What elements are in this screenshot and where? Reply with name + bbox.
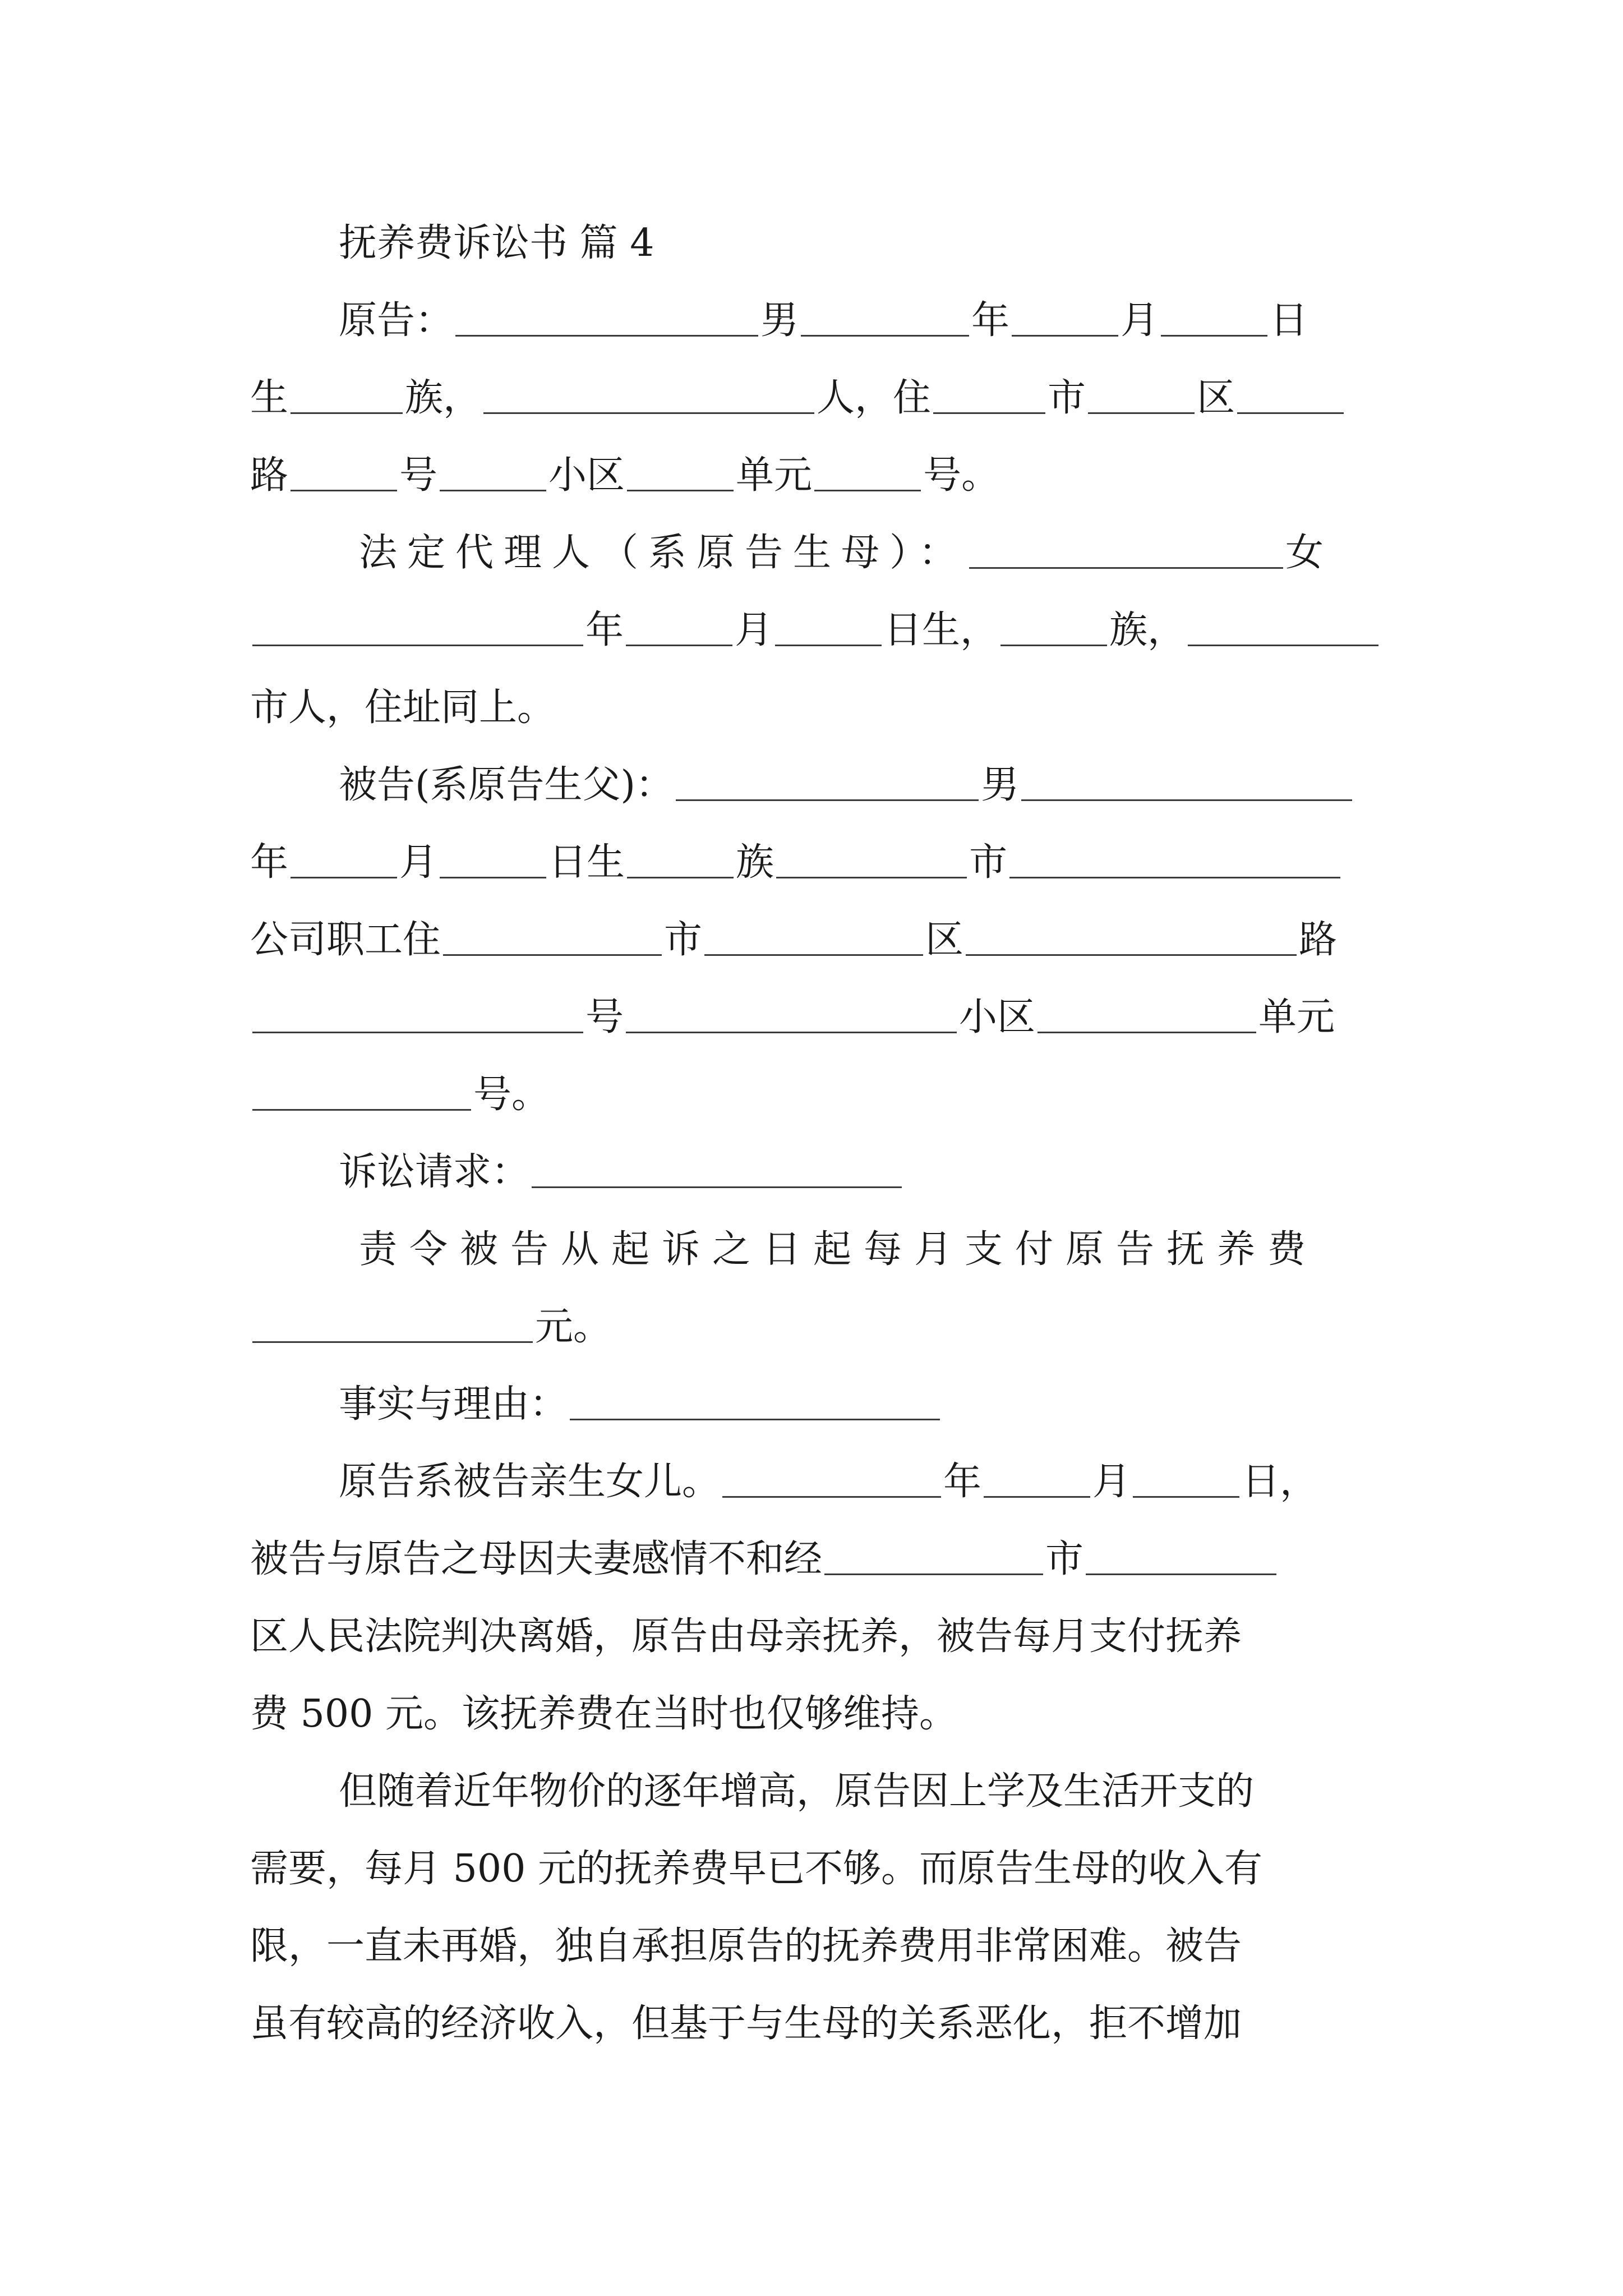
agent-line-2 bbox=[250, 601, 1383, 660]
text: 原告系被告亲生女儿。 bbox=[339, 1460, 721, 1504]
blank-field bbox=[722, 1494, 941, 1498]
text: 路 bbox=[1299, 918, 1338, 962]
section-label: 事实与理由： bbox=[339, 1382, 568, 1427]
text: 月 bbox=[735, 608, 773, 652]
text: 年 bbox=[250, 840, 289, 885]
text: 年 bbox=[971, 298, 1010, 343]
text: 市 bbox=[969, 840, 1008, 885]
defendant-line-1 bbox=[339, 756, 1383, 815]
blank-field bbox=[1188, 642, 1378, 646]
text: 月 bbox=[1121, 298, 1159, 343]
facts-p2-line-2 bbox=[250, 1840, 1383, 1898]
text: 市 bbox=[664, 918, 703, 962]
blank-field bbox=[824, 1571, 1043, 1575]
text: 但随着近年物价的逐年增高，原告因上学及生活开支的 bbox=[339, 1769, 1255, 1814]
claims-line-1 bbox=[359, 1221, 1383, 1279]
blank-field bbox=[483, 410, 814, 414]
blank-field bbox=[455, 333, 758, 337]
text: 单元 bbox=[1258, 995, 1335, 1039]
text: 女 bbox=[1285, 531, 1324, 575]
text: 被告与原告之母因夫妻感情不和经 bbox=[250, 1537, 823, 1581]
text: 族， bbox=[405, 376, 482, 420]
blank-field bbox=[1133, 1494, 1239, 1498]
facts-p1-line-3 bbox=[250, 1608, 1383, 1666]
blank-field bbox=[966, 952, 1297, 956]
text: 男 bbox=[981, 763, 1020, 807]
blank-field bbox=[440, 875, 546, 878]
blank-field bbox=[1000, 642, 1107, 646]
blank-field bbox=[252, 1029, 583, 1033]
blank-field bbox=[969, 565, 1283, 569]
blank-field bbox=[1009, 875, 1340, 878]
blank-field bbox=[775, 642, 882, 646]
claims-line-2 bbox=[250, 1298, 1383, 1356]
facts-p2-line-4 bbox=[250, 1995, 1383, 2053]
blank-field bbox=[252, 642, 583, 646]
blank-field bbox=[627, 487, 734, 491]
blank-field bbox=[814, 487, 921, 491]
blank-field bbox=[1012, 333, 1118, 337]
text: 号 bbox=[399, 453, 438, 498]
claims-heading bbox=[339, 1143, 1383, 1202]
blank-field bbox=[984, 1494, 1090, 1498]
text: 区 bbox=[1197, 376, 1235, 420]
text: 生 bbox=[250, 376, 289, 420]
text: 族 bbox=[736, 840, 774, 885]
blank-field bbox=[1021, 797, 1352, 801]
text: 公司职工住 bbox=[250, 918, 441, 962]
text: 号。 bbox=[923, 453, 1000, 498]
title-text: 抚养费诉讼书 篇 4 bbox=[339, 221, 654, 265]
facts-heading bbox=[339, 1375, 1383, 1434]
text: 日生 bbox=[548, 840, 625, 885]
text: 日生， bbox=[884, 608, 999, 652]
blank-field bbox=[440, 487, 546, 491]
text: 单元 bbox=[736, 453, 813, 498]
blank-field bbox=[626, 1029, 957, 1033]
text: 月 bbox=[399, 840, 438, 885]
agent-line-1 bbox=[359, 524, 1383, 582]
plaintiff-line-3 bbox=[250, 447, 1383, 505]
text: 区人民法院判决离婚，原告由母亲抚养，被告每月支付抚养 bbox=[250, 1614, 1242, 1659]
text: 需要，每月 500 元的抚养费早已不够。而原告生母的收入有 bbox=[250, 1847, 1263, 1891]
text: 市人，住址同上。 bbox=[250, 685, 556, 730]
text: 男 bbox=[760, 298, 799, 343]
text: 族， bbox=[1109, 608, 1186, 652]
section-label: 诉讼请求： bbox=[339, 1150, 530, 1194]
defendant-line-5 bbox=[250, 1066, 1383, 1124]
text: 市 bbox=[1045, 1537, 1084, 1581]
blank-field bbox=[704, 952, 923, 956]
facts-p2-line-3 bbox=[250, 1917, 1383, 1976]
text: 原告： bbox=[339, 298, 454, 343]
text: 区 bbox=[925, 918, 964, 962]
text: 法定代理人（系原告生母）： bbox=[359, 531, 967, 575]
text: 限，一直未再婚，独自承担原告的抚养费用非常困难。被告 bbox=[250, 1924, 1242, 1968]
text: 月 bbox=[1092, 1460, 1131, 1504]
text: 责令被告从起诉之日起每月支付原告抚养费 bbox=[359, 1227, 1318, 1272]
document-title bbox=[339, 214, 1383, 273]
blank-field bbox=[1237, 410, 1344, 414]
plaintiff-line-1 bbox=[339, 292, 1383, 350]
text: 人，住 bbox=[817, 376, 932, 420]
facts-p1-line-1 bbox=[339, 1453, 1383, 1511]
blank-field bbox=[291, 410, 403, 414]
blank-field bbox=[252, 1339, 533, 1343]
blank-field bbox=[933, 410, 1045, 414]
blank-field bbox=[570, 1416, 940, 1420]
facts-p2-line-1 bbox=[339, 1763, 1383, 1821]
blank-field bbox=[626, 642, 732, 646]
blank-field bbox=[252, 1107, 471, 1111]
agent-line-3 bbox=[250, 679, 1383, 737]
text: 市 bbox=[1048, 376, 1086, 420]
text: 号 bbox=[585, 995, 624, 1039]
text: 费 500 元。该抚养费在当时也仅够维持。 bbox=[250, 1692, 958, 1736]
text: 号。 bbox=[473, 1073, 550, 1117]
defendant-line-4 bbox=[250, 988, 1383, 1047]
defendant-line-3 bbox=[250, 911, 1383, 969]
blank-field bbox=[1088, 410, 1195, 414]
blank-field bbox=[532, 1184, 902, 1188]
blank-field bbox=[291, 487, 397, 491]
blank-field bbox=[1161, 333, 1267, 337]
blank-field bbox=[676, 797, 979, 801]
blank-field bbox=[627, 875, 734, 878]
text: 日， bbox=[1242, 1460, 1318, 1504]
text: 小区 bbox=[548, 453, 625, 498]
facts-p1-line-4 bbox=[250, 1685, 1383, 1743]
text: 小区 bbox=[959, 995, 1036, 1039]
blank-field bbox=[1038, 1029, 1256, 1033]
plaintiff-line-2 bbox=[250, 369, 1383, 427]
text: 路 bbox=[250, 453, 289, 498]
facts-p1-line-2 bbox=[250, 1530, 1383, 1589]
blank-field bbox=[801, 333, 969, 337]
text: 年 bbox=[585, 608, 624, 652]
text: 被告(系原告生父)： bbox=[339, 763, 674, 807]
defendant-line-2 bbox=[250, 834, 1383, 892]
blank-field bbox=[776, 875, 967, 878]
blank-field bbox=[1086, 1571, 1276, 1575]
blank-field bbox=[291, 875, 397, 878]
text: 日 bbox=[1270, 298, 1308, 343]
text: 元。 bbox=[535, 1305, 612, 1349]
blank-field bbox=[443, 952, 662, 956]
text: 虽有较高的经济收入，但基于与生母的关系恶化，拒不增加 bbox=[250, 2001, 1242, 2046]
text: 年 bbox=[943, 1460, 982, 1504]
